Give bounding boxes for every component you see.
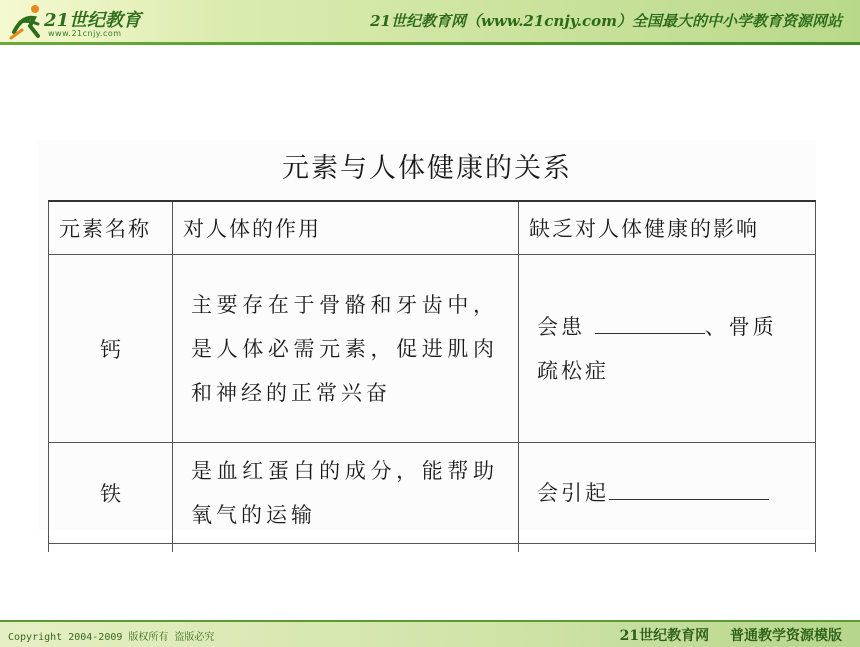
table-row bbox=[49, 255, 816, 443]
footer-brand: 21世纪教育网 普通教学资源模版 bbox=[619, 628, 842, 644]
element-name-cell: 铁 bbox=[49, 443, 173, 544]
table-row-continuation bbox=[49, 544, 816, 553]
footer-bar bbox=[0, 620, 860, 647]
column-header-function: 对人体的作用 bbox=[173, 201, 519, 255]
logo-text: 21世纪教育 bbox=[44, 10, 142, 31]
site-logo[interactable] bbox=[8, 2, 158, 40]
column-header-element: 元素名称 bbox=[49, 201, 173, 255]
deficiency-prefix: 会患 bbox=[537, 314, 585, 339]
table-title: 元素与人体健康的关系 bbox=[282, 153, 572, 184]
logo-url: www.21cnjy.com bbox=[48, 29, 122, 38]
table-cell bbox=[173, 544, 519, 553]
element-name-cell: 钙 bbox=[49, 255, 173, 443]
running-figure-icon bbox=[8, 2, 48, 40]
header-slogan: 21世纪教育网（www.21cnjy.com）全国最大的中小学教育资源网站 bbox=[370, 12, 842, 30]
header-bar bbox=[0, 0, 860, 42]
function-cell: 主要存在于骨骼和牙齿中，是人体必需元素，促进肌肉和神经的正常兴奋 bbox=[173, 255, 519, 443]
table-cell bbox=[519, 544, 816, 553]
answer-blank[interactable] bbox=[595, 307, 705, 334]
column-header-deficiency: 缺乏对人体健康的影响 bbox=[519, 201, 816, 255]
table-cell bbox=[49, 544, 173, 553]
answer-blank[interactable] bbox=[609, 473, 769, 500]
slide-content bbox=[38, 140, 816, 530]
table-header-row bbox=[49, 201, 816, 255]
element-health-table bbox=[48, 200, 816, 552]
deficiency-cell bbox=[519, 443, 816, 544]
header-divider bbox=[0, 42, 860, 45]
copyright-text: Copyright 2004-2009 版权所有 盗版必究 bbox=[8, 632, 215, 643]
function-cell: 是血红蛋白的成分，能帮助氧气的运输 bbox=[173, 443, 519, 544]
deficiency-cell bbox=[519, 255, 816, 443]
deficiency-prefix: 会引起 bbox=[537, 481, 609, 505]
table-row bbox=[49, 443, 816, 544]
deficiency-suffix: 、骨质疏松症 bbox=[537, 314, 777, 383]
